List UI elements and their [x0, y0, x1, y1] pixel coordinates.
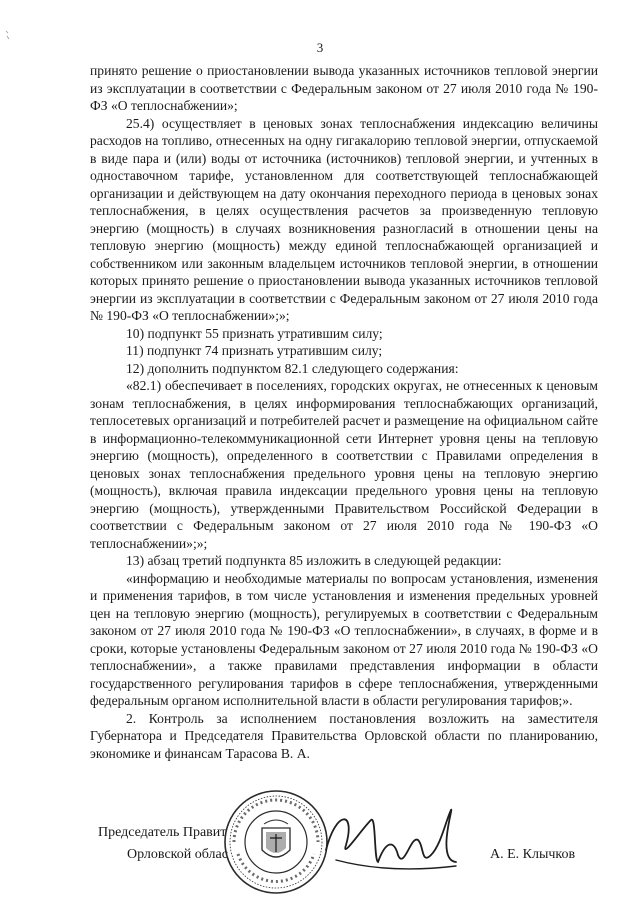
paragraph-item-12: 12) дополнить подпунктом 82.1 следующего содержания:: [126, 360, 459, 376]
paragraph-quote: «информацию и необходимые материалы по вопросам установления, изменения и применения тарифов, в том числе установления и изменения предельных уровней цен на тепловую энергию (мощность), регулируемых в соответствии с Федеральным законом от 27 июля 2010 года № 190-ФЗ «О теплоснабжении», в случаях, в форме и в сроки, которые установлены Федеральным законом от 27 июля 2010 года № 190-ФЗ «О теплоснабжении», а также правилами представления информации в области государственного регулирования тарифов в сфере теплоснабжения, утвержденными федеральным органом исполнительной власти в области регулирования тарифов;».: [90, 570, 598, 708]
paragraph-item-13: 13) абзац третий подпункта 85 изложить в следующей редакции:: [126, 553, 502, 568]
scan-artifact: [4, 30, 12, 40]
page-number: 3: [316, 40, 324, 55]
paragraph-25-4: 25.4) осуществляет в ценовых зонах теплоснабжения индексацию величины расходов на топливо, отнесенных на одну гигакалорию тепловой энергии, отпускаемой в виде пара и (или) воды от источника (источников) тепловой энергии, и учтенных в одноставочном тарифе, установленном для соответствующей теплоснабжающей организации и действующем на дату окончания переходного периода в ценовых зонах теплоснабжения, в целях осуществления расчетов за произведенную тепловую энергию (мощность) в случаях возникновения разногласий в отношении цены на тепловую энергию (мощность) между единой теплоснабжающей организацией и собственником или законным владельцем источников тепловой энергии, в отношении которых принято решение о приостановлении вывода указанных источников тепловой энергии из эксплуатации в соответствии с Федеральным законом от 27 июля 2010 года № 190-ФЗ «О теплоснабжении»;»;: [90, 115, 598, 323]
signatory-title-line2: Орловской облас: [127, 847, 228, 862]
signatory-name: А. Е. Клычков: [490, 847, 576, 862]
paragraph-item-10: 10) подпункт 55 признать утратившим силу;: [126, 325, 383, 341]
paragraph-item-11: 11) подпункт 74 признать утратившим силу;: [126, 343, 383, 358]
document-body: [90, 62, 598, 762]
round-seal-icon: [222, 788, 330, 896]
paragraph-continuation: принято решение о приостановлении вывода указанных источников тепловой энергии из эксплуатации в соответствии с Федеральным законом от 27 июля 2010 года № 190-ФЗ «О теплоснабжении»;: [90, 63, 598, 113]
handwritten-signature: [316, 800, 466, 880]
paragraph-control: 2. Контроль за исполнением постановления возложить на заместителя Губернатора и Председателя Правительства Орловской области по планированию, экономике и финансам Тарасова В. А.: [90, 710, 598, 761]
signatory-title-line1: Председатель Правит: [98, 825, 227, 840]
paragraph-82-1: «82.1) обеспечивает в поселениях, городских округах, не отнесенных к ценовым зонам теплоснабжения, в целях информирования теплоснабжающих организаций, теплосетевых организаций и потребителей расчет и размещение на официальном сайте в информационно-телекоммуникационной сети Интернет уровня цены на тепловую энергию (мощность), определенного в соответствии с Правилами определения в ценовых зонах теплоснабжения предельного уровня цены на тепловую энергию (мощность), включая правила индексации предельного уровня цены на тепловую энергию (мощность), утвержденными Правительством Российской Федерации в соответствии с Федеральным законом от 27 июля 2010 года № 190-ФЗ «О теплоснабжении»;»;: [90, 378, 598, 551]
